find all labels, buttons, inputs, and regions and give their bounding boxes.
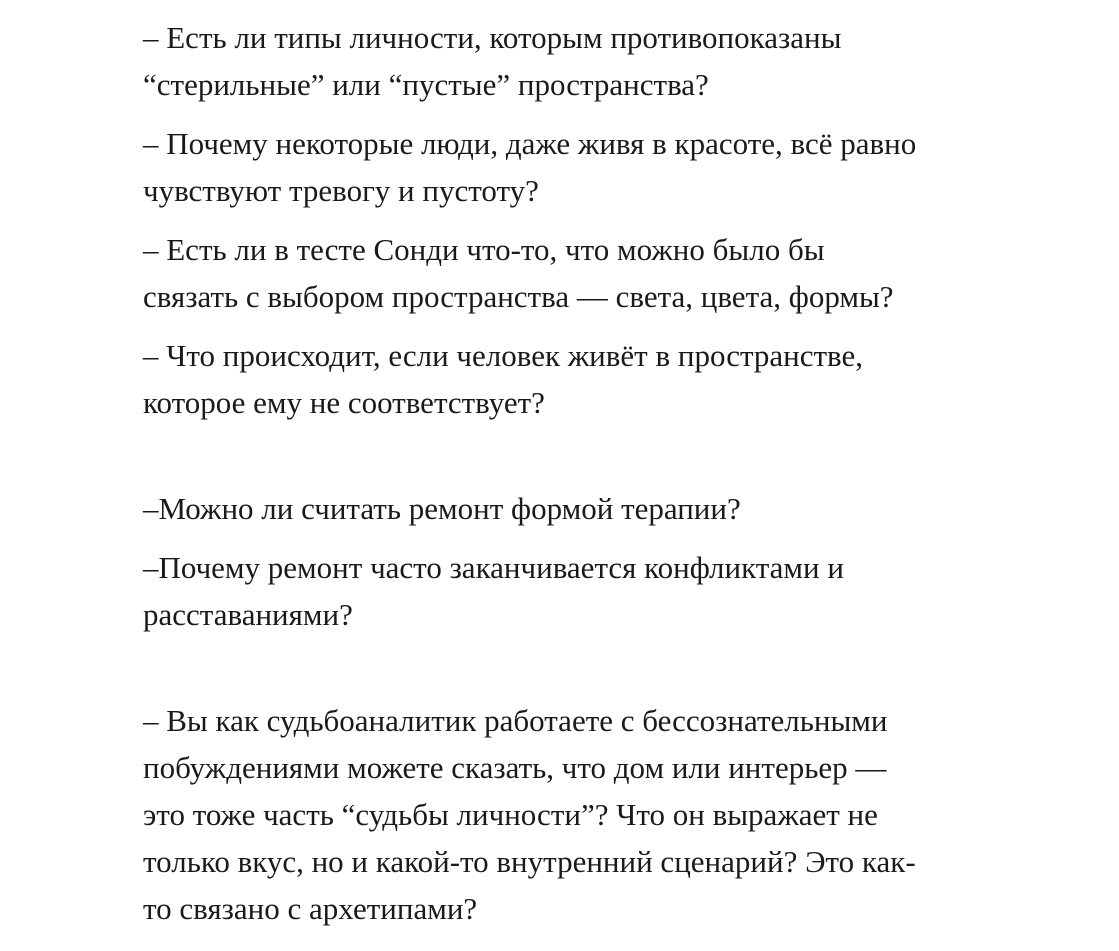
question-1 xyxy=(143,14,1079,108)
question-2 xyxy=(143,120,1079,214)
question-line: – Вы как судьбоаналитик работаете с бессознательными xyxy=(143,703,888,738)
question-line: чувствуют тревогу и пустоту? xyxy=(143,173,539,208)
question-7 xyxy=(143,697,1079,932)
question-line: это тоже часть “судьбы личности”? Что он выражает не xyxy=(143,797,878,832)
question-line: расставаниями? xyxy=(143,597,353,632)
question-3 xyxy=(143,226,1079,320)
question-line: побуждениями можете сказать, что дом или интерьер — xyxy=(143,750,887,785)
question-line: связать с выбором пространства — света, цвета, формы? xyxy=(143,279,894,314)
question-line: – Есть ли в тесте Сонди что-то, что можно было бы xyxy=(143,232,825,267)
question-line: только вкус, но и какой-то внутренний сценарий? Это как- xyxy=(143,844,916,879)
question-5 xyxy=(143,485,1079,532)
question-line: “стерильные” или “пустые” пространства? xyxy=(143,67,709,102)
question-line: – Есть ли типы личности, которым противопоказаны xyxy=(143,20,842,55)
question-line: то связано с архетипами? xyxy=(143,891,478,926)
question-line: – Почему некоторые люди, даже живя в красоте, всё равно xyxy=(143,126,917,161)
question-line: – Что происходит, если человек живёт в пространстве, xyxy=(143,338,864,373)
question-line: –Можно ли считать ремонт формой терапии? xyxy=(143,491,741,526)
question-6 xyxy=(143,544,1079,638)
question-line: –Почему ремонт часто заканчивается конфликтами и xyxy=(143,550,844,585)
question-line: которое ему не соответствует? xyxy=(143,385,545,420)
question-4 xyxy=(143,332,1079,426)
